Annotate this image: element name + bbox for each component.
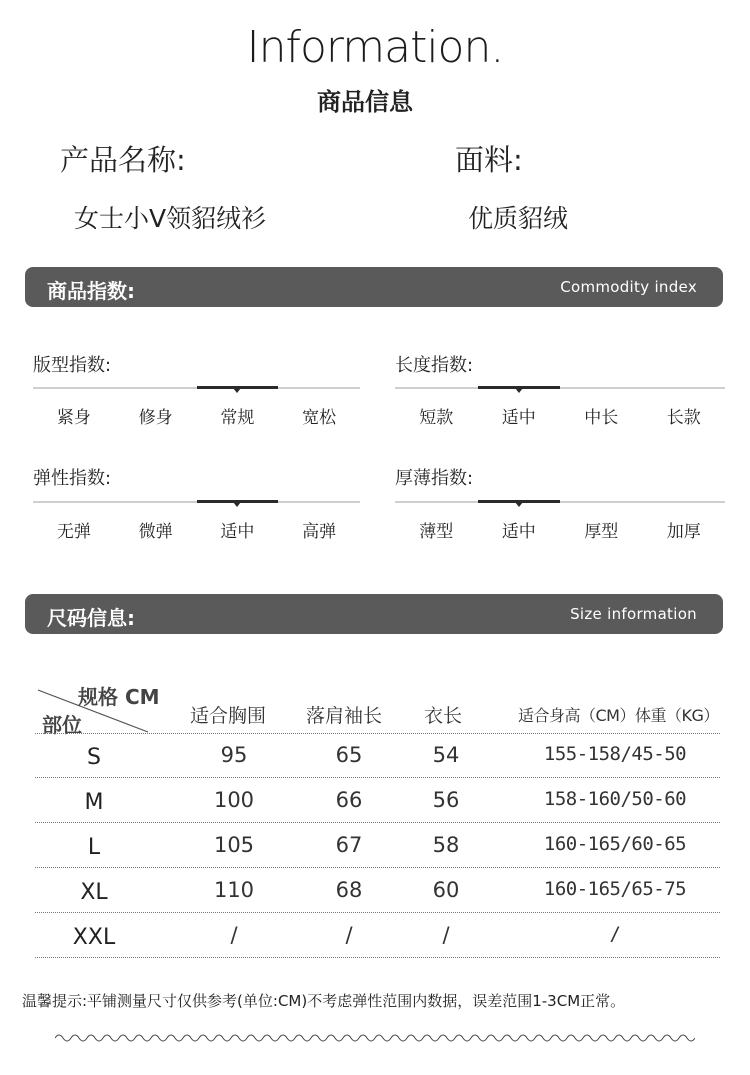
index-label: 长度指数:: [395, 355, 474, 376]
index-option: 常规: [220, 408, 255, 428]
size-info-banner: [25, 594, 723, 634]
cell-length: /: [442, 923, 450, 947]
cell-fit: 160-165/65-75: [543, 878, 687, 900]
cell-chest: 95: [220, 743, 248, 767]
cell-length: 58: [432, 833, 460, 857]
commodity-index-title: 商品指数:: [47, 279, 135, 303]
index-option: 紧身: [56, 408, 91, 428]
cell-chest: 110: [213, 878, 255, 902]
index-scale-track: [395, 387, 725, 389]
index-option: 高弹: [302, 522, 337, 542]
page-title-en: Information.: [246, 22, 504, 73]
index-option: 宽松: [302, 408, 337, 428]
index-option: 适中: [220, 522, 255, 542]
cell-sleeve: /: [345, 923, 353, 947]
cell-fit: 155-158/45-50: [543, 743, 687, 765]
header-chest: 适合胸围: [190, 705, 267, 727]
size-info-title: 尺码信息:: [47, 606, 135, 630]
cell-size: XXL: [72, 925, 116, 950]
material-value: 优质貂绒: [468, 204, 569, 233]
size-info-subtitle: Size information: [570, 605, 697, 623]
cell-chest: 105: [213, 833, 255, 857]
index-option: 无弹: [56, 522, 91, 542]
row-divider: [35, 733, 720, 734]
header-sleeve: 落肩袖长: [306, 705, 383, 727]
commodity-index-subtitle: Commodity index: [560, 278, 697, 296]
row-divider: [35, 867, 720, 868]
corner-part-label: 部位: [42, 713, 82, 737]
index-option: 短款: [419, 408, 454, 428]
index-option: 适中: [501, 408, 536, 428]
index-option: 厚型: [584, 522, 619, 542]
index-option: 薄型: [419, 522, 454, 542]
cell-length: 60: [432, 878, 460, 902]
row-divider: [35, 777, 720, 778]
index-option: 中长: [584, 408, 619, 428]
cell-size: L: [87, 835, 101, 860]
cell-sleeve: 65: [335, 743, 363, 767]
commodity-index-banner: [25, 267, 723, 307]
index-selected-marker: [478, 386, 561, 389]
product-name-label: 产品名称:: [60, 143, 186, 177]
cell-size: XL: [80, 880, 108, 905]
product-name-value: 女士小V领貂绒衫: [74, 204, 267, 233]
measurement-note: 温馨提示:平铺测量尺寸仅供参考(单位:CM)不考虑弹性范围内数据，误差范围1-3CM正常。: [22, 992, 626, 1010]
index-scale-track: [395, 501, 725, 503]
row-divider: [35, 822, 720, 823]
index-label: 弹性指数:: [33, 468, 112, 489]
cell-fit: 158-160/50-60: [543, 788, 687, 810]
corner-spec-label: 规格 CM: [78, 685, 160, 709]
row-divider: [35, 912, 720, 913]
wavy-divider: [55, 1030, 695, 1046]
index-label: 版型指数:: [33, 355, 112, 376]
cell-sleeve: 66: [335, 788, 363, 812]
page-title-cn: 商品信息: [317, 88, 413, 116]
cell-chest: 100: [213, 788, 255, 812]
cell-fit: 160-165/60-65: [543, 833, 687, 855]
index-label: 厚薄指数:: [395, 468, 474, 489]
cell-sleeve: 68: [335, 878, 363, 902]
index-selected-marker: [478, 500, 561, 503]
cell-chest: /: [230, 923, 238, 947]
material-label: 面料:: [455, 143, 523, 177]
cell-length: 54: [432, 743, 460, 767]
cell-size: S: [87, 745, 101, 770]
index-option: 修身: [138, 408, 173, 428]
index-selected-marker: [197, 500, 279, 503]
header-length: 衣长: [424, 705, 463, 727]
header-fit: 适合身高（CM）体重（KG）: [518, 706, 719, 725]
index-option: 适中: [501, 522, 536, 542]
cell-sleeve: 67: [335, 833, 363, 857]
index-option: 微弹: [138, 522, 173, 542]
cell-size: M: [84, 790, 104, 815]
cell-fit: /: [609, 923, 621, 945]
index-selected-marker: [197, 386, 279, 389]
index-option: 加厚: [666, 522, 701, 542]
cell-length: 56: [432, 788, 460, 812]
row-divider: [35, 957, 720, 958]
index-option: 长款: [666, 408, 701, 428]
